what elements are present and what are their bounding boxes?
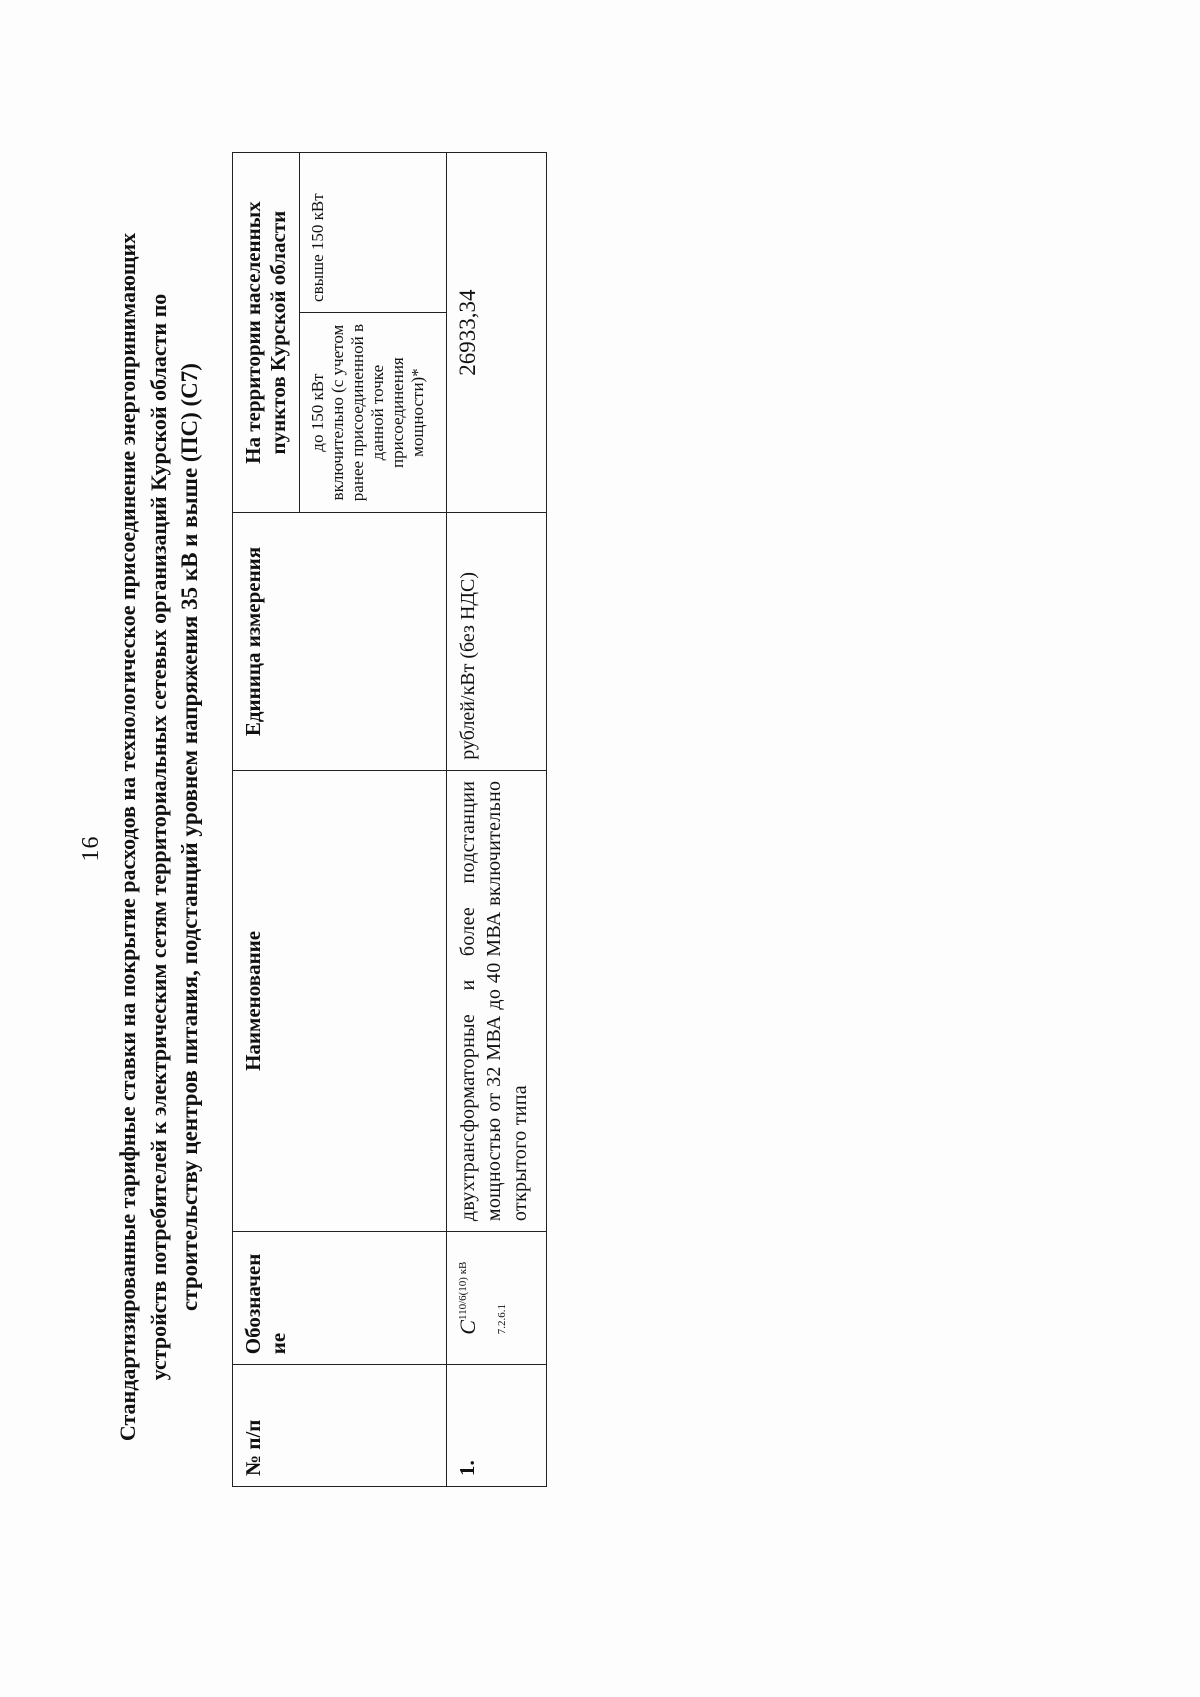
title-line-1: Стандартизированные тарифные ставки на покрытие расходов на технологическое присоединение энергопринимающих <box>115 232 140 1442</box>
row-name: двухтрансформаторные и более подстанции мощностью от 32 МВА до 40 МВА включительно открытого типа <box>447 770 547 1231</box>
header-name: Наименование <box>233 770 447 1231</box>
row-value: 26933,34 <box>447 153 547 513</box>
code-superscript: 110/6(10) кВ <box>457 1261 469 1321</box>
table-row <box>447 153 547 1487</box>
header-unit: Единица измерения <box>233 513 447 770</box>
title-line-2: устройств потребителей к электрическим сетям территориальных сетевых организаций Курской области по <box>146 293 171 1381</box>
row-code <box>447 1232 547 1365</box>
page-number: 16 <box>78 835 104 862</box>
header-territory: На территории населенных пунктов Курской области <box>233 153 300 513</box>
subheader-up-to-150: до 150 кВт включительно (с учетом ранее присоединенной в данной точке присоединения мощности)* <box>300 312 447 512</box>
row-num: 1. <box>447 1365 547 1487</box>
code-base: C <box>455 1320 480 1335</box>
row-unit: рублей/кВт (без НДС) <box>447 513 547 770</box>
title-line-3: строительству центров питания, подстанций уровнем напряжения 35 кВ и выше (ПС) (С7) <box>177 363 202 1311</box>
header-code: Обозначен ие <box>233 1232 447 1365</box>
header-num: № п/п <box>233 1365 447 1487</box>
code-subscript: 7.2.6.1 <box>496 1304 508 1335</box>
document-title <box>112 137 205 1537</box>
subheader-over-150: свыше 150 кВт <box>300 153 447 313</box>
tariff-table <box>232 152 547 1487</box>
table-header-row <box>233 153 300 1487</box>
